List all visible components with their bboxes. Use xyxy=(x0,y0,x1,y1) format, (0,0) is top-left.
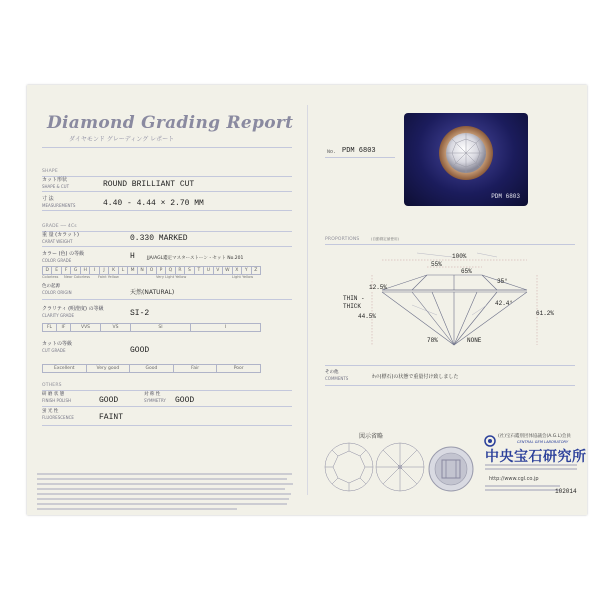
lab-address-lines xyxy=(485,463,580,473)
report-no-label: No. xyxy=(327,149,337,155)
clarity-grade-scale xyxy=(42,323,261,332)
grade-section-label: GRADE ── 4Cs xyxy=(42,224,77,229)
pavilion-depth: 44.5% xyxy=(358,313,377,320)
fluorescence-value: FAINT xyxy=(99,413,124,422)
diamond-photo xyxy=(404,113,528,206)
report-number: PDM 6803 xyxy=(342,147,376,155)
color-scale-cell: G xyxy=(71,267,80,274)
cut-grade-scale xyxy=(42,364,261,373)
report-number-rule xyxy=(325,157,395,158)
pavilion-angle: 42.4° xyxy=(495,300,514,307)
shape-section-label: SHAPE xyxy=(42,169,58,174)
shape-label-jp: カット形状 xyxy=(42,177,67,183)
girdle-thickness: THIN - THICK xyxy=(343,295,365,310)
color-scale-cell: T xyxy=(195,267,204,274)
divider xyxy=(42,231,292,232)
color-scale-words xyxy=(42,275,292,281)
fluorescence-label-en: FLUORESCENCE xyxy=(42,415,74,420)
origin-label-jp: 色の起源 xyxy=(42,284,60,289)
divider xyxy=(42,425,292,426)
color-scale-cell: N xyxy=(138,267,147,274)
carat-value: 0.330 MARKED xyxy=(130,234,188,243)
color-grade-scale xyxy=(42,266,261,275)
color-scale-cell: K xyxy=(109,267,118,274)
lab-name-jp: 中央宝石研究所 xyxy=(485,449,587,465)
laboratory-seal xyxy=(427,445,475,493)
table-percent: 55% xyxy=(431,261,442,268)
color-scale-cell: E xyxy=(52,267,61,274)
photo-caption: PDM 6803 xyxy=(491,193,520,200)
symbols-label: 図示省略 xyxy=(359,433,384,440)
color-scale-cell: O xyxy=(147,267,156,274)
color-scale-word: Faint Yellow xyxy=(98,275,119,279)
clarity-scale-cell: I xyxy=(191,324,261,331)
cut-scale-cell: Good xyxy=(130,365,174,372)
clarity-scale-cell: VS xyxy=(101,324,131,331)
carat-label-en: CARAT WEIGHT xyxy=(42,239,73,244)
lab-association: (社)宝石鑑別団体協議会(A.G.L)会員 xyxy=(498,434,571,439)
polish-label-jp: 研 磨 状 態 xyxy=(42,392,65,397)
color-scale-cell: Y xyxy=(242,267,251,274)
report-title: Diamond Grading Report xyxy=(47,113,294,133)
color-scale-word: Near Colorless xyxy=(64,275,91,279)
color-label-en: COLOR GRADE xyxy=(42,258,72,263)
divider xyxy=(42,406,292,407)
carat-label-jp: 重 量 (カラット) xyxy=(42,232,79,238)
star-angle: 35° xyxy=(497,278,508,285)
divider xyxy=(42,390,292,391)
report-subtitle: ダイヤモンド グレーディング レポート xyxy=(69,136,175,143)
color-origin-value: 天然(NATURAL) xyxy=(130,289,175,296)
divider xyxy=(42,210,292,211)
color-label-jp: カラー (色) の等級 xyxy=(42,251,85,257)
lower-half: 78% xyxy=(427,337,438,344)
comments-value: ｶｯﾄ(標石)の状態で重量付け致しました xyxy=(372,374,459,380)
measurements-label-en: MEASUREMENTS xyxy=(42,203,76,208)
cut-label-en: CUT GRADE xyxy=(42,348,66,353)
color-scale-cell: P xyxy=(157,267,166,274)
shape-value: ROUND BRILLIANT CUT xyxy=(103,180,195,189)
color-scale-cell: L xyxy=(119,267,128,274)
clarity-scale-cell: IF xyxy=(57,324,71,331)
divider xyxy=(325,365,575,366)
origin-label-en: COLOR ORIGIN xyxy=(42,290,72,295)
clarity-scale-cell: FL xyxy=(43,324,57,331)
symmetry-label-jp: 対 称 性 xyxy=(144,392,161,397)
culet: NONE xyxy=(467,337,482,344)
clarity-label-jp: クラリティ (明澄度) の等級 xyxy=(42,306,104,312)
color-scale-cell: I xyxy=(90,267,99,274)
clarity-scale-cell: SI xyxy=(131,324,191,331)
color-scale-cell: D xyxy=(43,267,52,274)
others-section-label: OTHERS xyxy=(42,383,62,388)
divider xyxy=(42,191,292,192)
lab-url: http://www.cgl.co.jp xyxy=(489,476,539,482)
color-scale-cell: Q xyxy=(166,267,175,274)
clarity-scale-cell: VVS xyxy=(71,324,101,331)
cut-scale-cell: Poor xyxy=(217,365,261,372)
polish-value: GOOD xyxy=(99,396,119,405)
measurements-value: 4.40 - 4.44 × 2.70 MM xyxy=(103,199,204,208)
measurements-label-jp: 寸 法 xyxy=(42,196,54,202)
color-scale-word: Light Yellow xyxy=(232,275,254,279)
cut-value: GOOD xyxy=(130,346,150,355)
total-width: 100% xyxy=(452,253,467,260)
proportions-note: (自動測定値使用) xyxy=(371,237,399,241)
color-scale-cell: R xyxy=(176,267,185,274)
proportions-diagram xyxy=(357,245,557,355)
fluorescence-label-jp: 蛍 光 性 xyxy=(42,409,59,414)
color-scale-cell: M xyxy=(128,267,137,274)
header-rule xyxy=(42,147,292,148)
shape-label-en: SHAPE & CUT xyxy=(42,184,70,189)
divider xyxy=(42,176,292,177)
symmetry-label-en: SYMMETRY xyxy=(144,398,166,403)
crown-height: 12.5% xyxy=(369,284,388,291)
crown-angle: 65% xyxy=(461,268,472,275)
color-scale-cell: W xyxy=(223,267,232,274)
color-scale-cell: U xyxy=(204,267,213,274)
facet-plot-diagrams xyxy=(323,441,425,493)
color-scale-word: Colorless xyxy=(42,275,59,279)
cut-scale-cell: Excellent xyxy=(43,365,87,372)
cut-scale-cell: Very good xyxy=(87,365,131,372)
color-scale-cell: Z xyxy=(252,267,261,274)
cut-scale-cell: Fair xyxy=(174,365,218,372)
clarity-value: SI-2 xyxy=(130,309,150,318)
total-depth: 61.2% xyxy=(536,310,555,317)
center-fold xyxy=(307,105,308,495)
divider xyxy=(42,299,292,300)
comments-label-en: COMMENTS xyxy=(325,376,349,381)
color-scale-cell: S xyxy=(185,267,194,274)
color-master-note: JJA/AGL鑑定マスターストーン・セット No.201 xyxy=(147,256,244,261)
color-value: H xyxy=(130,252,135,261)
color-scale-word: Very Light Yellow xyxy=(156,275,187,279)
color-scale-cell: J xyxy=(100,267,109,274)
comments-label-jp: その他 xyxy=(325,370,339,375)
divider xyxy=(325,385,575,386)
cut-label-jp: カットの等級 xyxy=(42,341,72,347)
color-scale-cell: V xyxy=(214,267,223,274)
divider xyxy=(42,246,292,247)
symmetry-value: GOOD xyxy=(175,396,195,405)
color-scale-cell: F xyxy=(62,267,71,274)
color-scale-cell: H xyxy=(81,267,90,274)
fine-print-lines xyxy=(37,471,295,515)
serial-number: 102014 xyxy=(555,488,577,495)
color-scale-cell: X xyxy=(233,267,242,274)
grading-report-card xyxy=(27,85,587,515)
proportions-section-label: PROPORTIONS xyxy=(325,237,360,242)
clarity-label-en: CLARITY GRADE xyxy=(42,313,75,318)
legal-fine-print xyxy=(37,471,295,519)
polish-label-en: FINISH POLISH xyxy=(42,398,71,403)
lab-name-en: CENTRAL GEM LABORATORY xyxy=(517,440,569,444)
